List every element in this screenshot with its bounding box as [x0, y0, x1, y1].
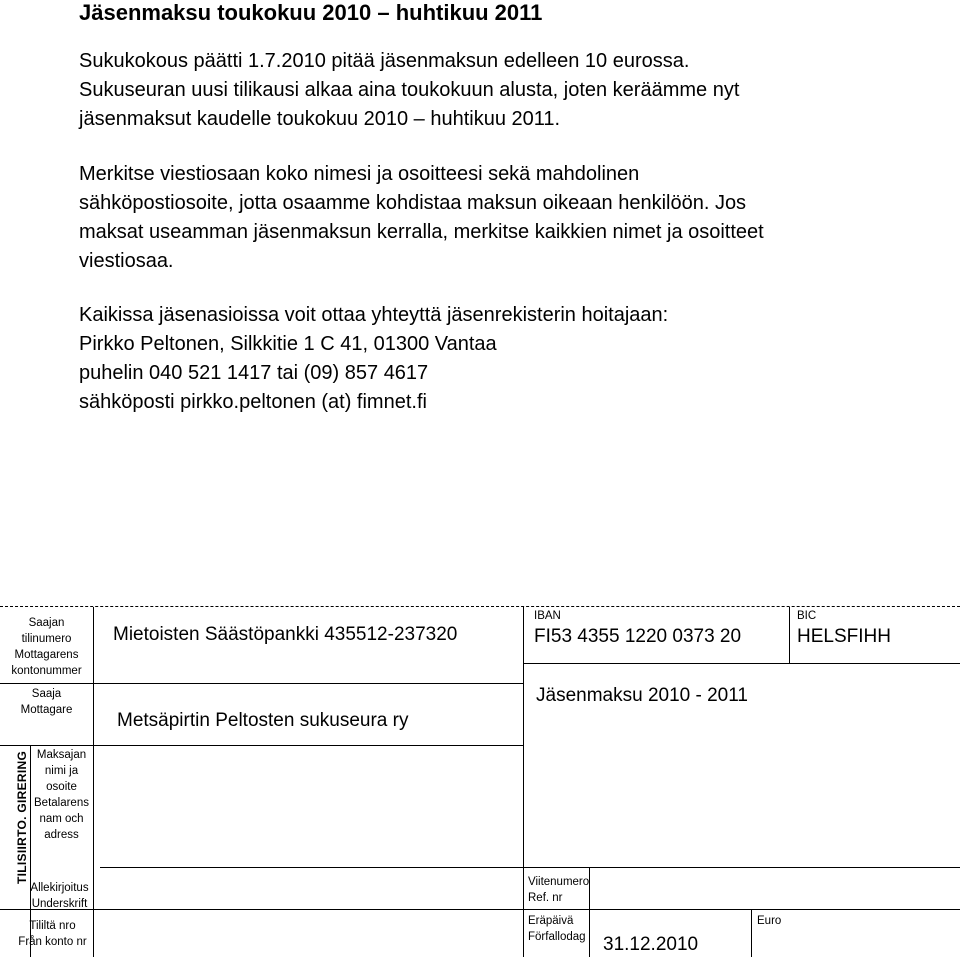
- iban-label: IBAN: [534, 610, 561, 622]
- text-line: puhelin 040 521 1417 tai (09) 857 4617: [79, 362, 429, 384]
- signature-line: [100, 867, 523, 868]
- account-label: [0, 615, 93, 679]
- label-line: Allekirjoitus: [30, 882, 89, 894]
- bic-label: BIC: [797, 610, 817, 622]
- label-line: adress: [44, 829, 79, 841]
- form-line: [524, 663, 960, 664]
- due-date-label: [528, 913, 586, 945]
- label-line: Maksajan: [36, 749, 87, 761]
- label-line: nimi ja: [44, 765, 79, 777]
- text-line: sähköpostiosoite, jotta osaamme kohdistaa maksun oikeaan henkilöön. Jos: [79, 192, 747, 214]
- recipient-value: Metsäpirtin Peltosten sukuseura ry: [117, 710, 409, 731]
- label-line: Saajan: [28, 617, 65, 629]
- reference-label: [528, 874, 589, 906]
- message-text: Jäsenmaksu 2010 - 2011: [536, 685, 748, 706]
- text-line: Sukuseuran uusi tilikausi alkaa aina toukokuun alusta, joten keräämme nyt: [79, 79, 740, 101]
- payer-label: [30, 747, 93, 843]
- label-line: osoite: [46, 781, 77, 793]
- recipient-label: [0, 686, 93, 718]
- label-line: Mottagare: [20, 704, 73, 716]
- form-line: [751, 909, 752, 957]
- page-title: Jäsenmaksu toukokuu 2010 – huhtikuu 2011: [79, 0, 543, 25]
- form-line: [0, 683, 523, 684]
- label-line: Ref. nr: [528, 892, 563, 904]
- euro-label: Euro: [757, 915, 782, 927]
- account-value: Mietoisten Säästöpankki 435512-237320: [113, 624, 458, 645]
- cut-line: [0, 606, 960, 607]
- form-line: [0, 909, 960, 910]
- label-line: Tililtä nro: [29, 920, 76, 932]
- label-line: Förfallodag: [528, 931, 586, 943]
- label-line: Betalarens: [34, 797, 89, 809]
- text-line: Kaikissa jäsenasioissa voit ottaa yhteyttä jäsenrekisterin hoitajaan:: [79, 304, 669, 326]
- bic-value: HELSFIHH: [797, 626, 891, 647]
- label-line: Viitenumero: [528, 876, 590, 888]
- iban-value: FI53 4355 1220 0373 20: [534, 626, 742, 647]
- label-line: tilinumero: [21, 633, 72, 645]
- label-line: Underskrift: [31, 898, 88, 910]
- text-line: maksat useamman jäsenmaksun kerralla, merkitse kaikkien nimet ja osoitteet: [79, 221, 764, 243]
- text-line: Sukukokous päätti 1.7.2010 pitää jäsenmaksun edelleen 10 eurossa.: [79, 50, 690, 72]
- form-line: [0, 745, 523, 746]
- paragraph-instructions: [79, 160, 764, 276]
- from-account-label: [12, 918, 93, 950]
- text-line: Merkitse viestiosaan koko nimesi ja osoitteesi sekä mahdolinen: [79, 163, 640, 185]
- text-line: viestiosaa.: [79, 250, 174, 272]
- paragraph-membership-fee: [79, 47, 739, 134]
- due-date-value: 31.12.2010: [603, 934, 699, 955]
- label-line: nam och: [39, 813, 84, 825]
- giro-vertical-label: TILISIIRTO. GIRERING: [15, 750, 29, 884]
- form-line: [523, 607, 524, 957]
- email-line: sähköposti pirkko.peltonen (at) fimnet.fi: [79, 391, 427, 413]
- text-line: Pirkko Peltonen, Silkkitie 1 C 41, 01300 Vantaa: [79, 333, 497, 355]
- label-line: Eräpäivä: [528, 915, 574, 927]
- form-line: [93, 607, 94, 957]
- label-line: Saaja: [31, 688, 62, 700]
- text-line: jäsenmaksut kaudelle toukokuu 2010 – huhtikuu 2011.: [79, 108, 561, 130]
- label-line: Mottagarens: [14, 649, 79, 661]
- label-line: Från konto nr: [18, 936, 87, 948]
- label-line: kontonummer: [11, 665, 82, 677]
- form-line: [789, 607, 790, 663]
- signature-label: [26, 880, 93, 912]
- paragraph-contact: [79, 301, 668, 417]
